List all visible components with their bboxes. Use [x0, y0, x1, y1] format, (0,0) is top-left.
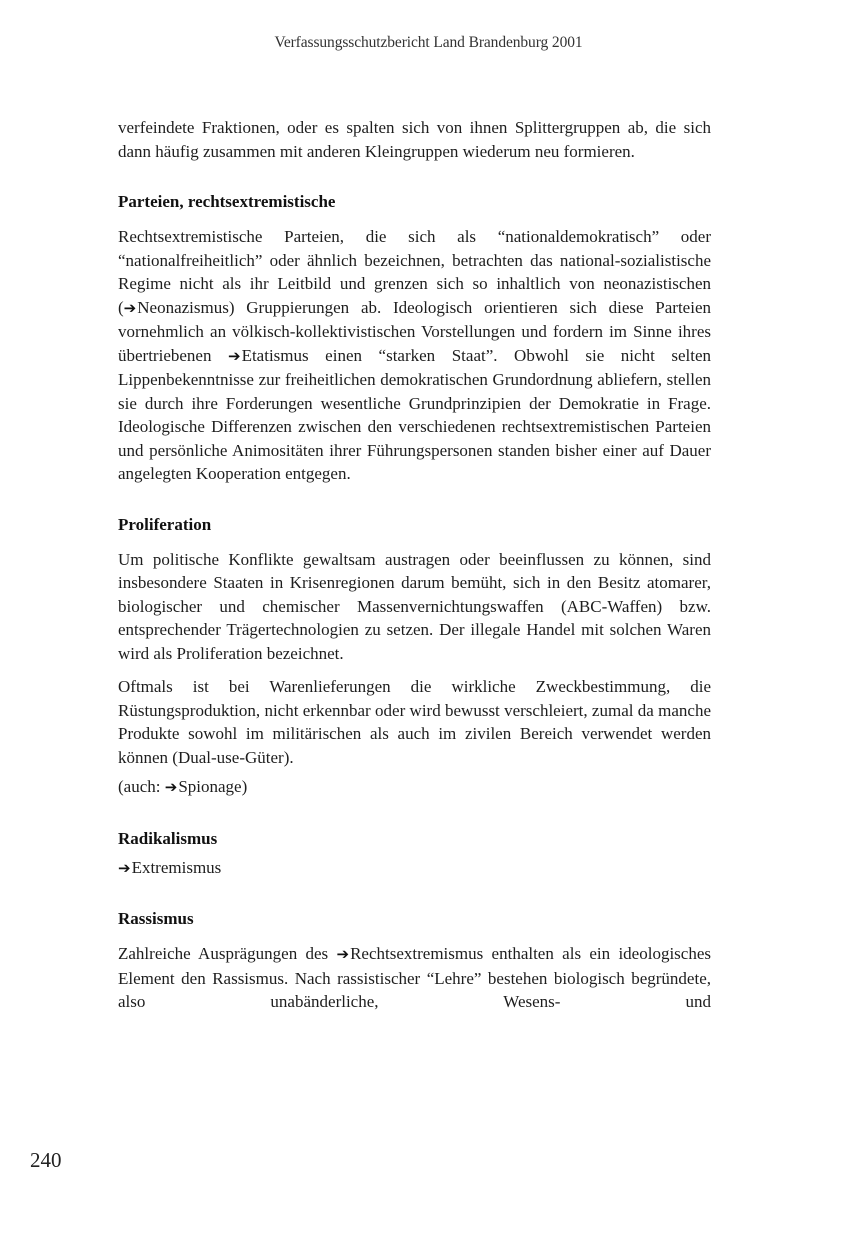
cross-reference-extremismus[interactable]: ➔Extremismus: [118, 857, 222, 877]
entry-paragraph: Zahlreiche Ausprägungen des ➔Rechtsextremismus enthalten als ein ideologisches Element den Rassismus. Nach rassistischer “Lehre” bestehen biologisch begründete, also unabänderliche, Wesens- und: [118, 944, 711, 1011]
page-number: 240: [30, 1148, 62, 1172]
entry-heading: Radikalismus: [118, 828, 218, 848]
see-also-line: (auch: ➔Spionage): [118, 777, 248, 796]
intro-paragraph: verfeindete Fraktionen, oder es spalten sich von ihnen Splittergruppen ab, die sich dann häufig zusammen mit anderen Kleingruppen wiederum neu formieren.: [118, 118, 711, 161]
entry-paragraph: Oftmals ist bei Warenlieferungen die wirkliche Zweckbestimmung, die Rüstungsproduktion, nicht erkennbar oder wird bewusst verschleiert, zumal da manche Produkte sowohl im militärischen als auch im zivilen Bereich verwendet werden können (Dual-use-Güter).: [118, 677, 711, 767]
entry-paragraph: Um politische Konflikte gewaltsam austragen oder beeinflussen zu können, sind insbesondere Staaten in Krisenregionen darum bemüht, sich in den Besitz atomarer, biologischer und chemischer Massenvernichtungswaffen (ABC-Waffen) bzw. entsprechender Trägertechnologien zu setzen. Der illegale Handel mit solchen Waren wird als Proliferation bezeichnet.: [118, 549, 711, 663]
arrow-right-icon: ➔: [164, 778, 178, 796]
cross-reference-spionage[interactable]: ➔Spionage: [164, 777, 242, 796]
entry-parteien-rechtsextremistische: [118, 190, 711, 486]
entry-paragraph: Rechtsextremistische Parteien, die sich als “nationaldemokratisch” oder “nationalfreiheitlich” oder ähnlich bezeichnen, betrachten das national-sozialistische Regime nicht als ihr Leitbild und grenzen sich so inhaltlich von neonazistischen (➔Neonazismus) Gruppierungen ab. Ideologisch orientieren sich diese Parteien vornehmlich an völkisch-kollektivistischen Vorstellungen und fordern im Sinne ihres übertriebenen ➔Etatismus einen “starken Staat”. Obwohl sie nicht selten Lippenbekenntnisse zur freiheitlichen demokratischen Grundordnung abliefern, stellen sie durch ihre Forderungen wesentliche Grundprinzipien der Demokratie in Frage. Ideologische Differenzen zwischen den verschiedenen rechtsextremistischen Parteien und persönliche Animositäten ihrer Führungspersonen standen bisher einer auf Dauer angelegten Kooperation entgegen.: [118, 227, 711, 483]
entry-heading: Proliferation: [118, 514, 212, 534]
running-header: Verfassungsschutzbericht Land Brandenburg 2001: [274, 34, 583, 51]
entry-heading: Rassismus: [118, 909, 194, 928]
arrow-right-icon: ➔: [118, 858, 131, 877]
arrow-right-icon: ➔: [123, 298, 137, 317]
entry-radikalismus: [118, 827, 711, 881]
entry-proliferation: [118, 513, 711, 800]
cross-reference-neonazismus[interactable]: ➔Neonazismus: [123, 297, 229, 317]
cross-reference-etatismus[interactable]: ➔Etatismus: [228, 345, 309, 365]
glossary-content: [118, 116, 711, 1014]
cross-reference-rechtsextremismus[interactable]: ➔Rechtsextremismus: [336, 944, 484, 963]
entry-rassismus: [118, 907, 711, 1014]
entry-heading: Parteien, rechtsextremistische: [118, 192, 336, 211]
arrow-right-icon: ➔: [228, 346, 241, 365]
arrow-right-icon: ➔: [336, 945, 350, 963]
